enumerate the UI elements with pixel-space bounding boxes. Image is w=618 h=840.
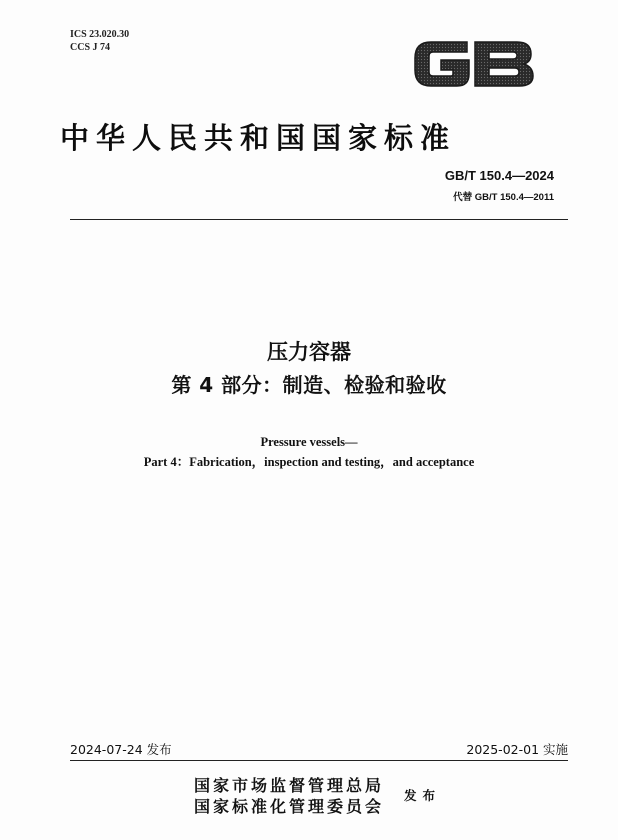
standard-number: GB/T 150.4—2024 [444,168,554,183]
ccs-code: CCS J 74 [70,42,111,53]
english-title-line2: Part 4：Fabrication，inspection and testing，and acceptance [143,455,475,469]
publish-label: 发布 [404,788,442,803]
chinese-title-line1: 压力容器 [267,340,351,364]
chinese-title [0,336,618,402]
footer-divider [70,760,568,761]
classification-codes [70,28,129,54]
chinese-title-line2: 第 4 部分：制造、检验和验收 [171,373,447,397]
header-divider [70,219,568,220]
issue-date: 2024-07-24 发布 [70,742,172,757]
issuer-samr: 国家市场监督管理总局 [194,776,385,795]
implementation-date: 2025-02-01 实施 [466,742,568,757]
english-title [0,432,618,472]
issuing-authorities [194,775,384,817]
ics-code: ICS 23.020.30 [70,29,130,40]
issuer-sac: 国家标准化管理委员会 [194,797,385,816]
standard-number-block [445,168,554,203]
replaced-standard: 代替 GB/T 150.4—2011 [453,192,554,203]
dates-row [70,740,568,758]
gb-logo [411,34,535,94]
english-title-line1: Pressure vessels— [260,435,358,449]
standard-type-heading: 中华人民共和国国家标准 [60,121,457,155]
